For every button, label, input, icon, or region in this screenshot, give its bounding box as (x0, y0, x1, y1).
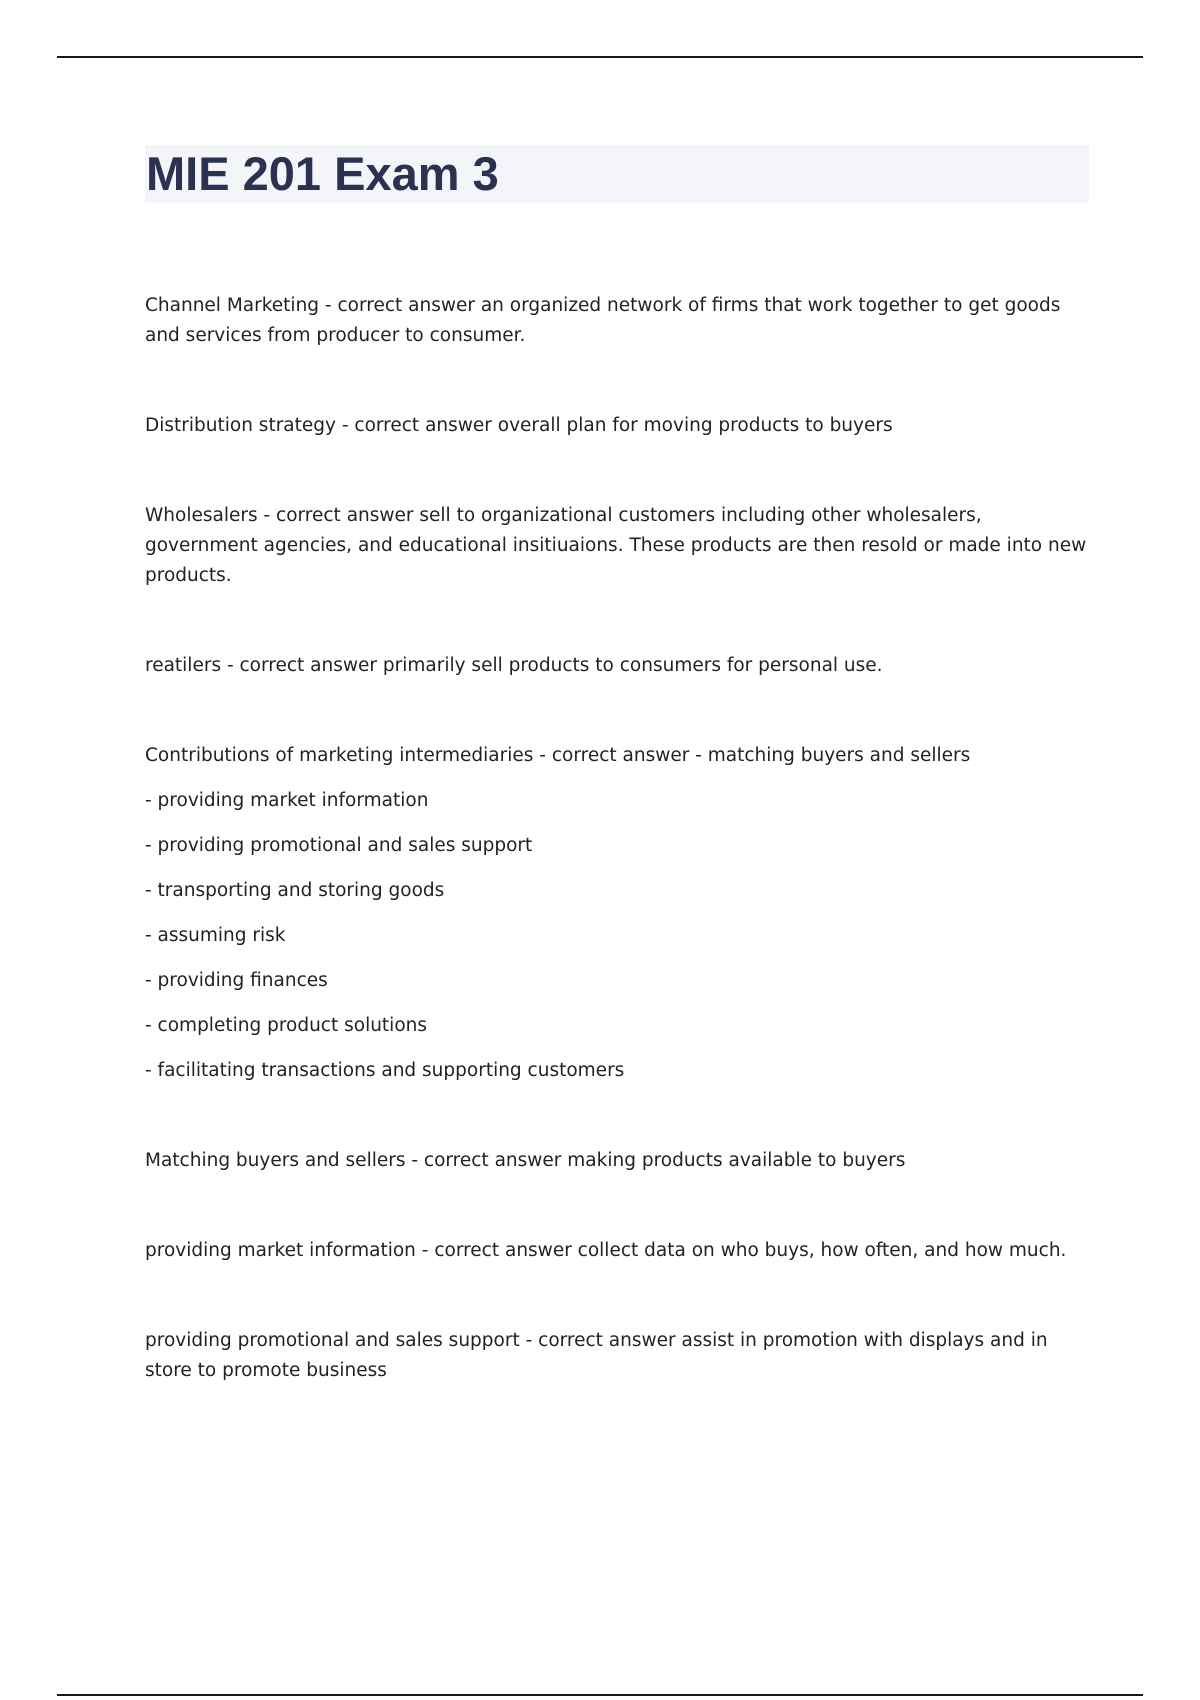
qa-entry (145, 741, 1090, 1086)
bullet-item: - facilitating transactions and supporting customers (145, 1060, 625, 1081)
bottom-rule (57, 1694, 1143, 1696)
bullet-item: - providing market information (145, 790, 429, 811)
bullet-list (145, 786, 1090, 1086)
bullet-item: - completing product solutions (145, 1015, 428, 1036)
qa-entry (145, 501, 1090, 591)
bullet-item: - providing finances (145, 970, 328, 991)
qa-entry (145, 1146, 1090, 1176)
qa-text: Matching buyers and sellers - correct answer making products available to buyers (145, 1150, 906, 1171)
page-title: MIE 201 Exam 3 (146, 147, 499, 200)
qa-entry (145, 1326, 1090, 1386)
qa-text: providing promotional and sales support - correct answer assist in promotion with displays and in store to promote business (145, 1330, 1048, 1381)
qa-entry (145, 1236, 1090, 1266)
qa-text: Contributions of marketing intermediaries - correct answer - matching buyers and sellers (145, 745, 971, 766)
qa-text: Distribution strategy - correct answer overall plan for moving products to buyers (145, 415, 893, 436)
qa-entry (145, 651, 1090, 681)
bullet-item: - providing promotional and sales support (145, 835, 533, 856)
qa-text: providing market information - correct answer collect data on who buys, how often, and how much. (145, 1240, 1067, 1261)
qa-entry (145, 411, 1090, 441)
qa-entry (145, 291, 1090, 351)
document-body (145, 291, 1090, 1446)
qa-text: Wholesalers - correct answer sell to organizational customers including other wholesalers, government agencies, and educational insitiuaions. These products are then resold or made into new products. (145, 505, 1087, 586)
bullet-item: - transporting and storing goods (145, 880, 445, 901)
bullet-item: - assuming risk (145, 925, 286, 946)
qa-text: Channel Marketing - correct answer an organized network of firms that work together to get goods and services from producer to consumer. (145, 295, 1061, 346)
top-rule (57, 56, 1143, 58)
qa-text: reatilers - correct answer primarily sell products to consumers for personal use. (145, 655, 883, 676)
